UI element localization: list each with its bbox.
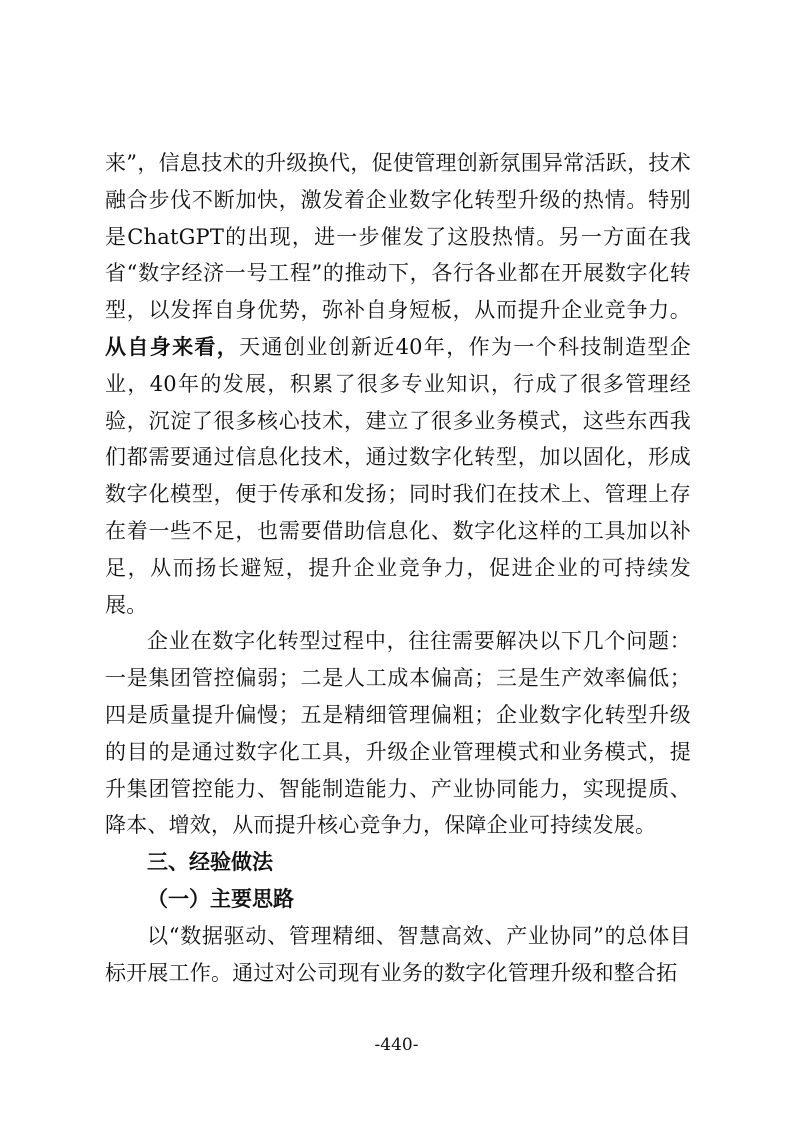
document-body [105, 145, 691, 991]
paragraph-main-idea: 以“数据驱动、管理精细、智慧高效、产业协同”的总体目标开展工作。通过对公司现有业务的数字化管理升级和整合拓 [105, 923, 691, 985]
section-heading: 三、经验做法 [147, 850, 273, 875]
paragraph-text: 来”，信息技术的升级换代，促使管理创新氛围异常活跃，技术融合步伐不断加快，激发着企业数字化转型升级的热情。特别是ChatGPT的出现，进一步催发了这股热情。另一方面在我省“数字经济一号工程”的推动下，各行各业都在开展数字化转型，以发挥自身优势，弥补自身短板，从而提升企业竞争力。 [105, 151, 691, 323]
subsection-heading: （一）主要思路 [147, 885, 294, 911]
emphasis-text: 从自身来看， [105, 334, 240, 359]
page-number: -440- [374, 1035, 419, 1055]
paragraph-problems: 企业在数字化转型过程中，往往需要解决以下几个问题：一是集团管控偏弱；二是人工成本偏高；三是生产效率偏低；四是质量提升偏慢；五是精细管理偏粗；企业数字化转型升级的目的是通过数字化工具，升级企业管理模式和业务模式，提升集团管控能力、智能制造能力、产业协同能力，实现提质、降本、增效，从而提升核心竞争力，保障企业可持续发展。 [105, 629, 691, 838]
paragraph-text: 天通创业创新近40年，作为一个科技制造型企业，40年的发展，积累了很多专业知识，行成了很多管理经验，沉淀了很多核心技术，建立了很多业务模式，这些东西我们都需要通过信息化技术，通过数字化转型，加以固化，形成数字化模型，便于传承和发扬；同时我们在技术上、管理上存在着一些不足，也需要借助信息化、数字化这样的工具加以补足，从而扬长避短，提升企业竞争力，促进企业的可持续发展。 [105, 334, 692, 617]
paragraph-continuation [105, 145, 691, 623]
